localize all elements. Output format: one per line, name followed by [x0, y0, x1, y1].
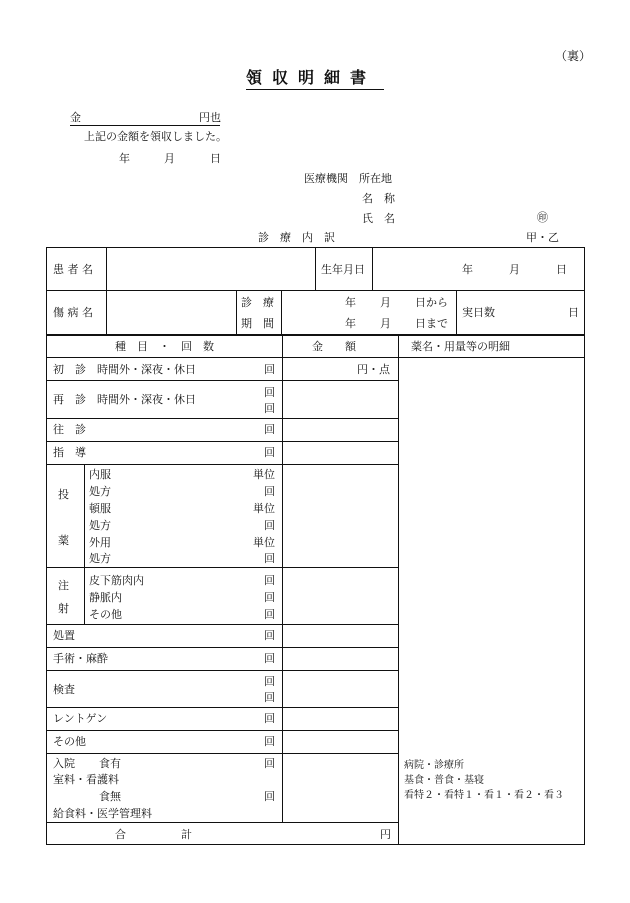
- col-divider: [282, 334, 283, 822]
- amount-column-header: 金 額: [312, 340, 356, 353]
- col-divider: [106, 247, 107, 334]
- col-divider: [281, 290, 282, 334]
- institution-address-label: 医療機関 所在地: [304, 172, 392, 185]
- statement-table: [46, 247, 585, 845]
- injection-row-unit: 回: [264, 591, 275, 604]
- row-divider: [46, 753, 398, 754]
- meal-excluded-label: 食無: [99, 790, 121, 803]
- medication-row-unit: 回: [264, 519, 275, 532]
- patient-name-label: 患 者 名: [53, 263, 93, 276]
- seal-mark: ㊞: [537, 211, 548, 224]
- count-unit: 回: [264, 735, 275, 748]
- count-unit: 回: [264, 423, 275, 436]
- count-unit: 回: [264, 386, 275, 399]
- count-unit: 回: [264, 363, 275, 376]
- actual-days-unit: 日: [568, 306, 579, 319]
- detail-note: 看特２・看特１・看１・看２・看３: [404, 790, 564, 801]
- col-divider: [456, 290, 457, 334]
- medication-row-unit: 回: [264, 552, 275, 565]
- birth-year-unit: 年: [462, 263, 473, 276]
- row-divider: [46, 707, 398, 708]
- injection-row-label: その他: [89, 608, 122, 621]
- count-unit: 回: [264, 675, 275, 688]
- actual-days-label: 実日数: [462, 306, 495, 319]
- medication-row-label: 外用: [89, 536, 111, 549]
- medication-row-unit: 回: [264, 485, 275, 498]
- injection-group-label: 射: [58, 602, 69, 615]
- from-month-unit: 月: [380, 296, 391, 309]
- row-divider: [46, 334, 585, 336]
- meal-included-label: 食有: [99, 757, 121, 770]
- xray-label: レントゲン: [53, 712, 108, 725]
- birth-month-unit: 月: [509, 263, 520, 276]
- count-unit: 回: [264, 691, 275, 704]
- guidance-label: 指 導: [53, 446, 86, 459]
- medication-row-label: 頓服: [89, 502, 111, 515]
- count-unit: 回: [264, 790, 275, 803]
- to-month-unit: 月: [380, 317, 391, 330]
- initial-visit-label: 初 診 時間外・深夜・休日: [53, 363, 196, 376]
- period-label: 診 療: [241, 296, 274, 309]
- kouotsu-label: 甲・乙: [526, 231, 559, 244]
- count-unit: 回: [264, 712, 275, 725]
- birth-day-unit: 日: [556, 263, 567, 276]
- count-unit: 回: [264, 402, 275, 415]
- row-divider: [46, 418, 398, 419]
- medication-row-label: 処方: [89, 519, 111, 532]
- title-underline: [246, 89, 384, 90]
- date-day: 日: [210, 152, 221, 165]
- treatment-label: 処置: [53, 629, 75, 642]
- total-label: 合 計: [115, 828, 192, 841]
- item-column-header: 種 目 ・ 回 数: [115, 340, 214, 353]
- room-nursing-label: 室料・看護料: [53, 773, 119, 786]
- amount-suffix: 円也: [199, 111, 221, 124]
- other-label: その他: [53, 735, 86, 748]
- total-unit: 円: [380, 828, 391, 841]
- from-year-unit: 年: [345, 296, 356, 309]
- col-divider: [372, 247, 373, 290]
- col-divider: [315, 247, 316, 290]
- medication-row-unit: 単位: [253, 536, 275, 549]
- col-divider: [236, 290, 237, 334]
- count-unit: 回: [264, 652, 275, 665]
- medication-group-label: 薬: [58, 534, 69, 547]
- injection-row-label: 皮下筋肉内: [89, 574, 144, 587]
- medication-row-unit: 単位: [253, 468, 275, 481]
- revisit-label: 再 診 時間外・深夜・休日: [53, 393, 196, 406]
- to-day-unit: 日まで: [415, 317, 448, 330]
- col-divider: [398, 334, 399, 845]
- medication-row-unit: 単位: [253, 502, 275, 515]
- row-divider: [46, 670, 398, 671]
- page-title: 領収明細書: [246, 68, 377, 87]
- row-divider: [46, 567, 398, 568]
- from-day-unit: 日から: [415, 296, 448, 309]
- row-divider: [46, 441, 398, 442]
- injection-row-unit: 回: [264, 608, 275, 621]
- row-divider: [46, 290, 585, 291]
- house-call-label: 往 診: [53, 423, 86, 436]
- disease-name-label: 傷 病 名: [53, 306, 93, 319]
- medication-row-label: 処方: [89, 552, 111, 565]
- row-divider: [46, 380, 398, 381]
- detail-note: 基食・普食・基寝: [404, 775, 484, 786]
- meal-management-label: 給食料・医学管理料: [53, 807, 152, 820]
- medication-row-label: 内服: [89, 468, 111, 481]
- row-divider: [46, 730, 398, 731]
- amount-underline: [70, 125, 220, 126]
- section-title: 診 療 内 訳: [258, 231, 335, 244]
- detail-column-header: 薬名・用量等の明細: [411, 340, 510, 353]
- count-unit: 回: [264, 757, 275, 770]
- side-mark: （裏）: [555, 49, 592, 63]
- row-divider: [46, 647, 398, 648]
- exam-label: 検査: [53, 683, 75, 696]
- amount-unit: 円・点: [357, 363, 390, 376]
- date-month: 月: [164, 152, 175, 165]
- row-divider: [46, 357, 585, 358]
- row-divider: [46, 624, 398, 625]
- inpatient-label: 入院: [53, 757, 75, 770]
- count-unit: 回: [264, 446, 275, 459]
- period-label: 期 間: [241, 317, 274, 330]
- to-year-unit: 年: [345, 317, 356, 330]
- surgery-label: 手術・麻酔: [53, 652, 108, 665]
- amount-prefix: 金: [70, 111, 81, 124]
- doctor-name-label: 氏 名: [362, 212, 395, 225]
- medication-row-label: 処方: [89, 485, 111, 498]
- received-text: 上記の金額を領収しました。: [84, 130, 227, 143]
- injection-row-label: 静脈内: [89, 591, 122, 604]
- injection-group-label: 注: [58, 579, 69, 592]
- injection-row-unit: 回: [264, 574, 275, 587]
- row-divider: [46, 464, 398, 465]
- medication-group-label: 投: [58, 488, 69, 501]
- count-unit: 回: [264, 629, 275, 642]
- date-year: 年: [119, 152, 130, 165]
- col-divider: [84, 464, 85, 624]
- row-divider: [46, 822, 398, 823]
- institution-name-label: 名 称: [362, 192, 395, 205]
- detail-note: 病院・診療所: [404, 760, 464, 771]
- birth-date-label: 生年月日: [321, 263, 365, 276]
